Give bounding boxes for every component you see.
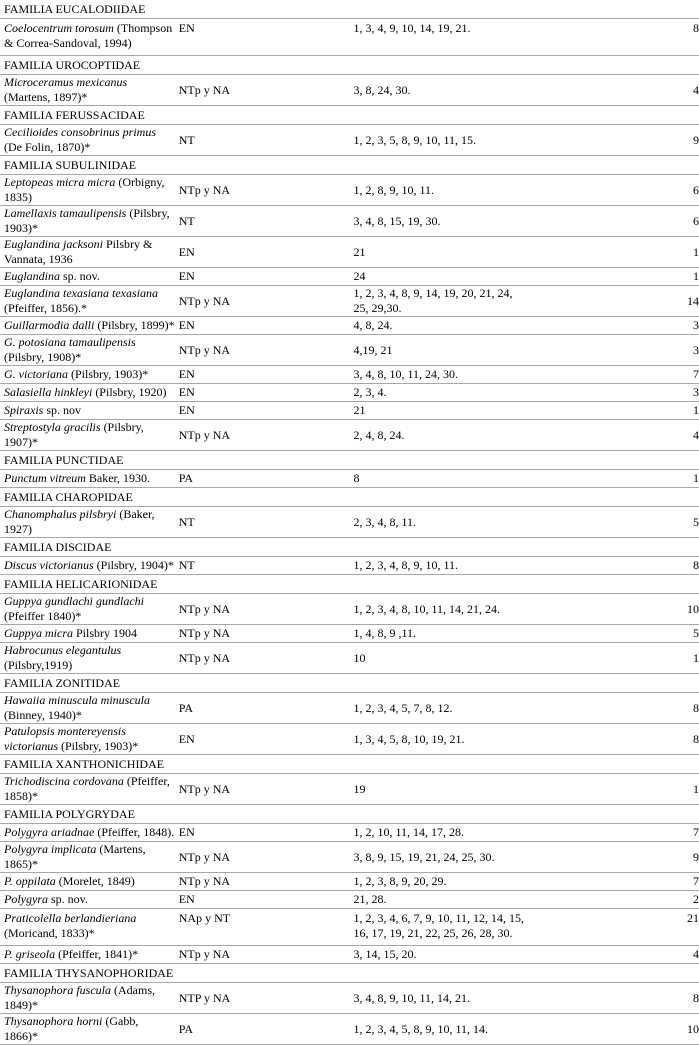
species-row: [0, 983, 699, 1014]
family-label: FAMILIA CHAROPIDAE: [0, 488, 699, 507]
distribution-category: NTp y NA: [175, 774, 350, 805]
species-cell: [0, 724, 175, 755]
species-cell: [0, 237, 175, 268]
locality-count: 7: [524, 873, 699, 891]
species-name: Euglandina: [4, 269, 60, 283]
distribution-category: PA: [175, 470, 350, 488]
locality-list: 4, 8, 24.: [350, 317, 525, 335]
family-label: FAMILIA DISCIDAE: [0, 538, 699, 557]
species-name: Praticolella berlandieriana: [4, 911, 137, 925]
species-row: [0, 1014, 699, 1045]
species-authority: (Pilsbry,1919): [4, 658, 73, 672]
species-name: Discus victorianus: [4, 558, 94, 572]
distribution-category: NTp y NA: [175, 335, 350, 366]
species-name: Polygyra ariadnae: [4, 825, 95, 839]
family-label: FAMILIA UROCOPTIDAE: [0, 56, 699, 75]
species-cell: [0, 594, 175, 625]
distribution-category: NTp y NA: [175, 286, 350, 317]
species-row: [0, 75, 699, 106]
species-cell: [0, 19, 175, 56]
distribution-category: NTp y NA: [175, 873, 350, 891]
species-row: [0, 507, 699, 538]
species-authority: (Thompson & Correa-Sandoval, 1994): [4, 21, 173, 50]
species-authority: (Gabb, 1866)*: [4, 1014, 139, 1043]
distribution-category: PA: [175, 693, 350, 724]
locality-count: 8: [524, 724, 699, 755]
species-authority: Pilsbry 1904: [73, 626, 138, 640]
species-row: [0, 366, 699, 384]
locality-list: 3, 4, 8, 15, 19, 30.: [350, 206, 525, 237]
locality-count: 4: [524, 75, 699, 106]
species-row: [0, 420, 699, 451]
locality-list: 1, 2, 3, 4, 5, 7, 8, 12.: [350, 693, 525, 724]
species-name: Polygyra implicata: [4, 842, 97, 856]
locality-list: 2, 3, 4, 8, 11.: [350, 507, 525, 538]
species-cell: [0, 557, 175, 575]
locality-list: 1, 2, 3, 5, 8, 9, 10, 11, 15.: [350, 125, 525, 156]
species-authority: (Pfeiffer, 1856).*: [4, 301, 87, 315]
distribution-category: NT: [175, 507, 350, 538]
species-name: Leptopeas micra micra: [4, 175, 116, 189]
family-header-row: [0, 106, 699, 125]
species-authority: (Pfeiffer, 1848).: [94, 825, 175, 839]
distribution-category: NTp y NA: [175, 594, 350, 625]
species-cell: [0, 175, 175, 206]
species-name: Cecilioides consobrinus primus: [4, 125, 156, 139]
locality-list: 10: [350, 643, 525, 674]
species-authority: (Binney, 1940)*: [4, 708, 82, 722]
species-cell: [0, 983, 175, 1014]
locality-count: 8: [524, 19, 699, 56]
species-row: [0, 175, 699, 206]
species-name: Streptostyla gracilis: [4, 420, 101, 434]
locality-count: 2: [524, 891, 699, 909]
locality-list: 19: [350, 774, 525, 805]
distribution-category: NAp y NT: [175, 909, 350, 946]
species-name: Thysanophora horni: [4, 1014, 103, 1028]
species-authority: (Adams, 1849)*: [4, 983, 156, 1012]
species-cell: [0, 1014, 175, 1045]
species-authority: (De Folin, 1870)*: [4, 140, 91, 154]
species-cell: [0, 366, 175, 384]
locality-list: 8: [350, 470, 525, 488]
distribution-category: NTP y NA: [175, 983, 350, 1014]
locality-count: 7: [524, 824, 699, 842]
species-row: [0, 268, 699, 286]
species-name: Punctum vitreum: [4, 471, 86, 485]
species-cell: [0, 842, 175, 873]
distribution-category: EN: [175, 402, 350, 420]
species-authority: (Pilsbry, 1904)*: [93, 558, 174, 572]
species-row: [0, 206, 699, 237]
locality-count: 3: [524, 384, 699, 402]
locality-list: 3, 4, 8, 9, 10, 11, 14, 21.: [350, 983, 525, 1014]
family-header-row: [0, 156, 699, 175]
species-row: [0, 19, 699, 56]
species-authority: (Morelet, 1849): [55, 874, 135, 888]
species-name: Polygyra: [4, 892, 48, 906]
species-name: Thysanophora fuscula: [4, 983, 112, 997]
species-authority: (Pfeiffer, 1858)*: [4, 774, 170, 803]
locality-count: 6: [524, 206, 699, 237]
distribution-category: PA: [175, 1014, 350, 1045]
species-cell: [0, 206, 175, 237]
species-authority: (Pilsbry, 1899)*: [94, 318, 175, 332]
species-row: [0, 125, 699, 156]
locality-count: 8: [524, 557, 699, 575]
distribution-category: EN: [175, 891, 350, 909]
locality-list: 4,19, 21: [350, 335, 525, 366]
locality-count: 3: [524, 317, 699, 335]
distribution-category: NTp y NA: [175, 643, 350, 674]
distribution-category: NTp y NA: [175, 625, 350, 643]
locality-count: 1: [524, 402, 699, 420]
species-authority: sp. nov.: [48, 892, 88, 906]
distribution-category: EN: [175, 824, 350, 842]
species-authority: (Martens, 1897)*: [4, 90, 88, 104]
species-row: [0, 335, 699, 366]
species-row: [0, 824, 699, 842]
locality-count: 10: [524, 1014, 699, 1045]
locality-list: 1, 2, 3, 4, 5, 8, 9, 10, 11, 14.: [350, 1014, 525, 1045]
locality-count: 5: [524, 625, 699, 643]
locality-list: 2, 4, 8, 24.: [350, 420, 525, 451]
species-authority: (Pilsbry, 1907)*: [4, 420, 144, 449]
species-authority: (Pilsbry, 1903)*: [68, 367, 149, 381]
species-name: Euglandina jacksoni: [4, 237, 103, 251]
species-name: P. griseola: [4, 947, 56, 961]
distribution-category: EN: [175, 366, 350, 384]
locality-list: 1, 2, 3, 4, 8, 9, 14, 19, 20, 21, 24, 25, 29,30.: [350, 286, 525, 317]
distribution-category: NTp y NA: [175, 946, 350, 964]
locality-list: 1, 2, 3, 8, 9, 20, 29.: [350, 873, 525, 891]
species-name: Lamellaxis tamaulipensis: [4, 206, 127, 220]
locality-list: 21: [350, 402, 525, 420]
locality-list: 3, 8, 24, 30.: [350, 75, 525, 106]
species-name: Guppya gundlachi gundlachi: [4, 594, 144, 608]
locality-list: 3, 4, 8, 10, 11, 24, 30.: [350, 366, 525, 384]
species-cell: [0, 891, 175, 909]
distribution-category: EN: [175, 237, 350, 268]
species-cell: [0, 384, 175, 402]
species-name: Microceramus mexicanus: [4, 75, 128, 89]
locality-count: 1: [524, 237, 699, 268]
species-row: [0, 946, 699, 964]
family-label: FAMILIA POLYGRYDAE: [0, 805, 699, 824]
species-authority: (Moricand, 1833)*: [4, 926, 95, 940]
species-name: Euglandina texasiana texasiana: [4, 286, 158, 300]
distribution-category: EN: [175, 19, 350, 56]
species-name: Spiraxis: [4, 403, 44, 417]
family-label: FAMILIA ZONITIDAE: [0, 674, 699, 693]
family-label: FAMILIA THYSANOPHORIDAE: [0, 964, 699, 983]
family-header-row: [0, 451, 699, 470]
family-header-row: [0, 488, 699, 507]
species-name: Patulopsis montereyensis victorianus: [4, 724, 126, 753]
species-name: Trichodiscina cordovana: [4, 774, 124, 788]
distribution-category: NTp y NA: [175, 175, 350, 206]
locality-list: 21, 28.: [350, 891, 525, 909]
distribution-category: EN: [175, 317, 350, 335]
family-label: FAMILIA PUNCTIDAE: [0, 451, 699, 470]
species-name: Coelocentrum torosum: [4, 21, 114, 35]
distribution-category: NTp y NA: [175, 75, 350, 106]
locality-list: 1, 2, 10, 11, 14, 17, 28.: [350, 824, 525, 842]
species-authority: (Martens, 1865)*: [4, 842, 146, 871]
locality-count: 6: [524, 175, 699, 206]
distribution-category: NT: [175, 557, 350, 575]
species-name: Hawaiia minuscula minuscula: [4, 693, 150, 707]
species-cell: [0, 507, 175, 538]
species-name: P. oppilata: [4, 874, 56, 888]
locality-count: 7: [524, 366, 699, 384]
species-row: [0, 594, 699, 625]
species-cell: [0, 75, 175, 106]
locality-count: 8: [524, 983, 699, 1014]
species-row: [0, 873, 699, 891]
species-authority: Baker, 1930.: [85, 471, 151, 485]
species-row: [0, 724, 699, 755]
distribution-category: EN: [175, 268, 350, 286]
locality-count: 10: [524, 594, 699, 625]
locality-list: 3, 14, 15, 20.: [350, 946, 525, 964]
species-authority: (Pilsbry, 1920): [92, 385, 167, 399]
species-name: G. victoriana: [4, 367, 68, 381]
locality-count: 3: [524, 335, 699, 366]
species-cell: [0, 643, 175, 674]
family-header-row: [0, 964, 699, 983]
locality-count: 4: [524, 946, 699, 964]
species-authority: (Orbigny, 1835): [4, 175, 165, 204]
species-authority: sp. nov.: [60, 269, 100, 283]
species-cell: [0, 420, 175, 451]
species-authority: (Pilsbry, 1903)*: [4, 206, 170, 235]
species-name: Salasiella hinkleyi: [4, 385, 93, 399]
locality-list: 1, 2, 3, 4, 8, 9, 10, 11.: [350, 557, 525, 575]
species-row: [0, 625, 699, 643]
locality-list: 21: [350, 237, 525, 268]
species-authority: (Pilsbry, 1908)*: [4, 350, 82, 364]
species-name: Habrocunus elegantulus: [4, 643, 122, 657]
locality-list: 1, 4, 8, 9 ,11.: [350, 625, 525, 643]
family-header-row: [0, 805, 699, 824]
species-authority: (Baker, 1927): [4, 507, 155, 536]
locality-count: 9: [524, 842, 699, 873]
species-cell: [0, 909, 175, 946]
distribution-category: NT: [175, 125, 350, 156]
species-row: [0, 402, 699, 420]
species-name: Guillarmodia dalli: [4, 318, 95, 332]
species-cell: [0, 402, 175, 420]
locality-list: 24: [350, 268, 525, 286]
species-row: [0, 237, 699, 268]
species-row: [0, 909, 699, 946]
locality-count: 21: [524, 909, 699, 946]
locality-count: 1: [524, 470, 699, 488]
locality-list: 1, 2, 3, 4, 6, 7, 9, 10, 11, 12, 14, 15, 16, 17, 19, 21, 22, 25, 26, 28, 30.: [350, 909, 525, 946]
locality-count: 9: [524, 125, 699, 156]
locality-list: 1, 2, 8, 9, 10, 11.: [350, 175, 525, 206]
species-row: [0, 557, 699, 575]
family-header-row: [0, 575, 699, 594]
species-authority: Pilsbry & Vannata, 1936: [4, 237, 153, 266]
species-row: [0, 384, 699, 402]
distribution-category: NT: [175, 206, 350, 237]
family-header-row: [0, 755, 699, 774]
family-label: FAMILIA XANTHONICHIDAE: [0, 755, 699, 774]
species-row: [0, 643, 699, 674]
species-authority: sp. nov: [43, 403, 82, 417]
species-row: [0, 774, 699, 805]
locality-count: 5: [524, 507, 699, 538]
species-authority: (Pfeiffer, 1841)*: [55, 947, 139, 961]
species-cell: [0, 268, 175, 286]
species-cell: [0, 873, 175, 891]
family-header-row: [0, 56, 699, 75]
locality-list: 1, 2, 3, 4, 8, 10, 11, 14, 21, 24.: [350, 594, 525, 625]
species-cell: [0, 625, 175, 643]
locality-count: 1: [524, 643, 699, 674]
species-cell: [0, 824, 175, 842]
family-label: FAMILIA EUCALODIIDAE: [0, 0, 699, 19]
locality-count: 8: [524, 693, 699, 724]
family-header-row: [0, 674, 699, 693]
species-row: [0, 317, 699, 335]
locality-list: 1, 3, 4, 9, 10, 14, 19, 21.: [350, 19, 525, 56]
distribution-category: EN: [175, 724, 350, 755]
family-label: FAMILIA FERUSSACIDAE: [0, 106, 699, 125]
locality-count: 1: [524, 774, 699, 805]
family-label: FAMILIA SUBULINIDAE: [0, 156, 699, 175]
species-row: [0, 470, 699, 488]
family-header-row: [0, 0, 699, 19]
species-authority: (Pfeiffer 1840)*: [4, 609, 82, 623]
locality-count: 1: [524, 268, 699, 286]
species-cell: [0, 125, 175, 156]
species-row: [0, 842, 699, 873]
species-name: G. potosiana tamaulipensis: [4, 335, 136, 349]
species-cell: [0, 774, 175, 805]
locality-count: 14: [524, 286, 699, 317]
species-cell: [0, 946, 175, 964]
locality-count: 4: [524, 420, 699, 451]
species-authority: (Pilsbry, 1903)*: [58, 739, 139, 753]
species-row: [0, 891, 699, 909]
family-label: FAMILIA HELICARIONIDAE: [0, 575, 699, 594]
species-cell: [0, 317, 175, 335]
species-name: Guppya micra: [4, 626, 73, 640]
species-cell: [0, 286, 175, 317]
species-cell: [0, 470, 175, 488]
distribution-category: NTp y NA: [175, 420, 350, 451]
family-header-row: [0, 538, 699, 557]
distribution-category: NTp y NA: [175, 842, 350, 873]
species-cell: [0, 693, 175, 724]
species-row: [0, 693, 699, 724]
locality-list: 2, 3, 4.: [350, 384, 525, 402]
species-name: Chanomphalus pilsbryi: [4, 507, 117, 521]
species-row: [0, 286, 699, 317]
species-cell: [0, 335, 175, 366]
locality-list: 1, 3, 4, 5, 8, 10, 19, 21.: [350, 724, 525, 755]
distribution-category: EN: [175, 384, 350, 402]
locality-list: 3, 8, 9, 15, 19, 21, 24, 25, 30.: [350, 842, 525, 873]
